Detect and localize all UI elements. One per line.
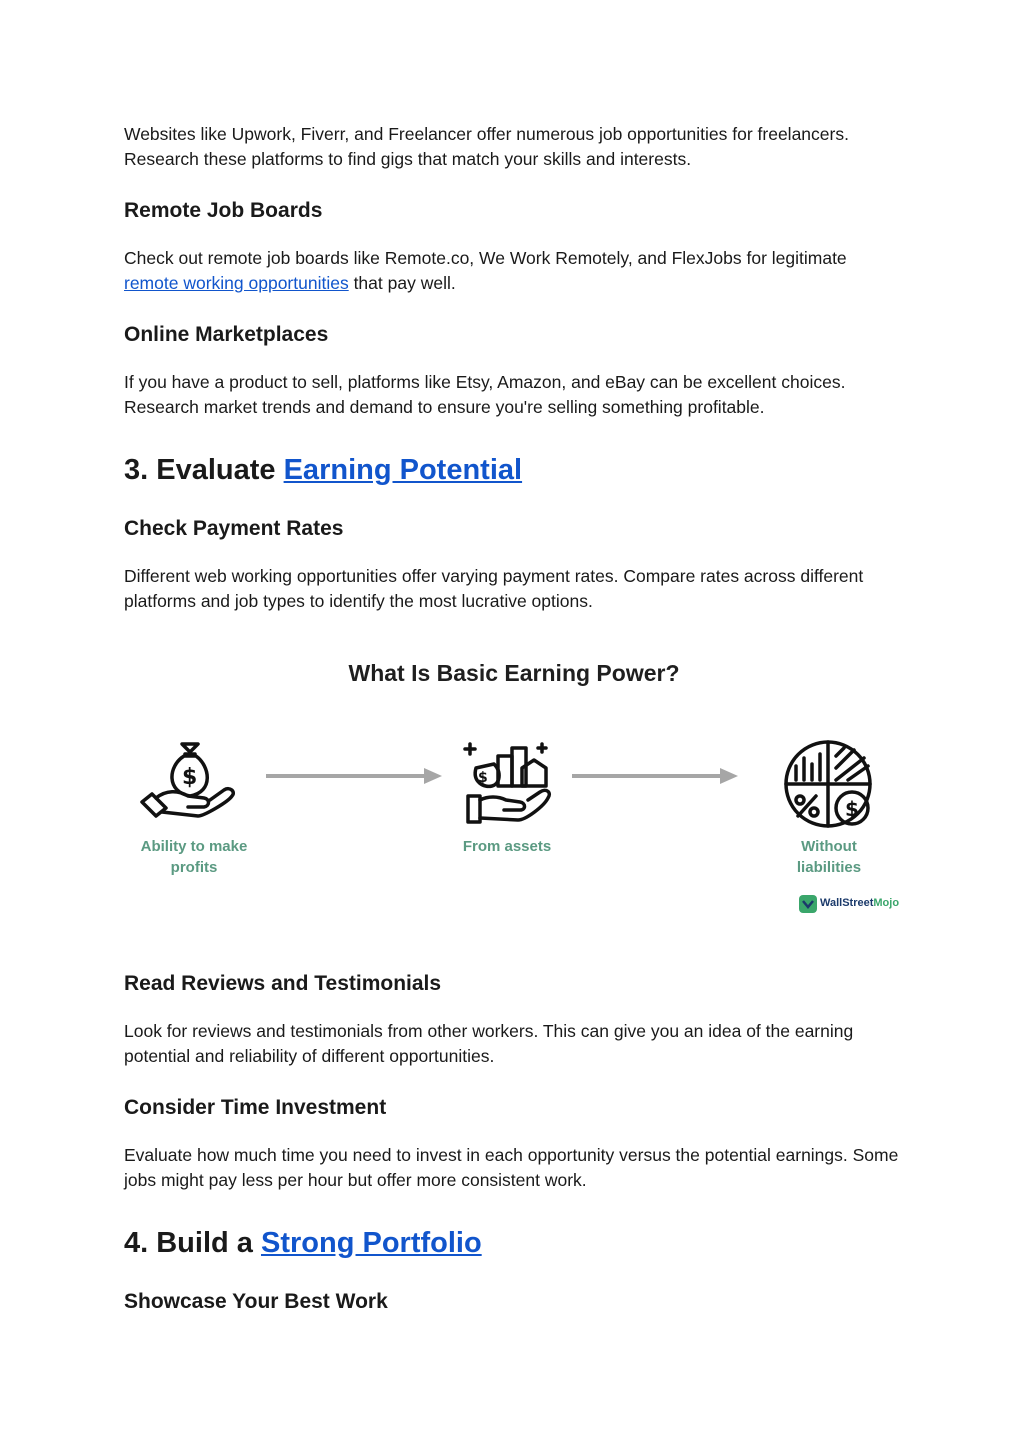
- remote-working-opportunities-link[interactable]: remote working opportunities: [124, 273, 349, 293]
- intro-paragraph: Websites like Upwork, Fiverr, and Freelancer offer numerous job opportunities for freelancers. Research these platforms to find gigs that match your skills and interests.: [124, 124, 849, 169]
- strong-portfolio-link[interactable]: Strong Portfolio: [260, 1227, 482, 1259]
- read-reviews-heading: Read Reviews and Testimonials: [124, 972, 442, 995]
- section3-prefix: 3. Evaluate: [124, 454, 284, 486]
- remote-job-boards-text-after: that pay well.: [348, 273, 456, 293]
- section3-heading: [124, 452, 522, 488]
- pie-chart-icon: [780, 736, 880, 836]
- online-marketplaces-heading: Online Marketplaces: [124, 323, 329, 346]
- remote-job-boards-heading: Remote Job Boards: [124, 199, 323, 222]
- online-marketplaces-paragraph: If you have a product to sell, platforms like Etsy, Amazon, and eBay can be excellent choices. Research market trends and demand to ensure you're selling something profitable.: [124, 372, 846, 417]
- assets-hand-icon: [462, 738, 562, 833]
- arrow-right-icon: [572, 766, 742, 786]
- money-bag-hand-icon: [138, 736, 248, 831]
- step-label-liabilities: Without liabilities: [796, 838, 862, 876]
- step-label-profits: Ability to make profits: [140, 838, 248, 876]
- check-payment-rates-heading: Check Payment Rates: [124, 517, 344, 540]
- showcase-heading: Showcase Your Best Work: [124, 1290, 388, 1313]
- time-investment-heading: Consider Time Investment: [124, 1096, 387, 1119]
- remote-job-boards-paragraph: [124, 246, 904, 296]
- earning-potential-link[interactable]: Earning Potential: [283, 454, 523, 486]
- time-investment-paragraph: Evaluate how much time you need to invest in each opportunity versus the potential earnings. Some jobs might pay less per hour but offer more consistent work.: [124, 1145, 899, 1190]
- section4-prefix: 4. Build a: [124, 1227, 261, 1259]
- remote-job-boards-text-before: Check out remote job boards like Remote.co, We Work Remotely, and FlexJobs for legitimate: [124, 248, 847, 268]
- svg-text:$: $: [182, 765, 198, 790]
- read-reviews-paragraph: Look for reviews and testimonials from other workers. This can give you an idea of the earning potential and reliability of different opportunities.: [124, 1021, 854, 1066]
- section4-heading: [124, 1225, 482, 1261]
- step-label-assets: From assets: [462, 838, 552, 855]
- arrow-right-icon: [266, 766, 446, 786]
- svg-text:$: $: [845, 797, 859, 821]
- wallstreetmojo-brand: WallStreetMojo: [820, 897, 900, 909]
- check-payment-rates-paragraph: Different web working opportunities offer varying payment rates. Compare rates across different platforms and job types to identify the most lucrative options.: [124, 566, 864, 611]
- figure-title: What Is Basic Earning Power?: [348, 660, 680, 686]
- earning-power-figure: [124, 650, 904, 930]
- svg-text:$: $: [478, 770, 488, 786]
- wallstreetmojo-logo-icon: [797, 893, 819, 915]
